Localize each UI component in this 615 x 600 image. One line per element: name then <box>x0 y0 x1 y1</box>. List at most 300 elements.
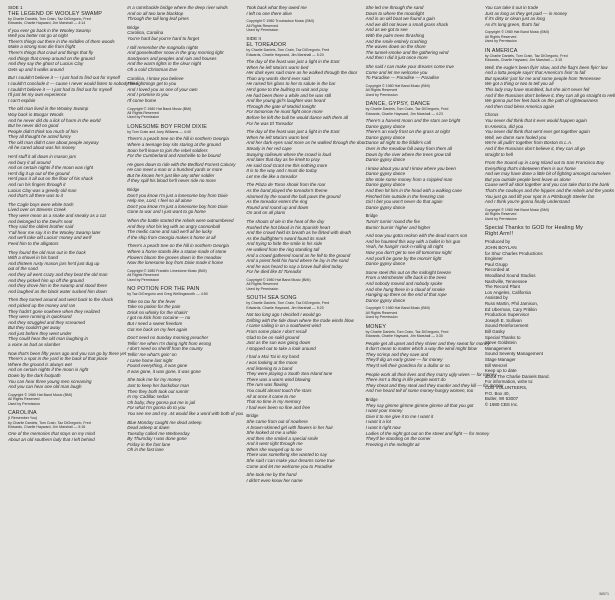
lyric-stanza <box>8 154 119 199</box>
lyric-stanza <box>484 160 615 205</box>
lyric-line: And a lotta people sayin' that America's fixin' to fall <box>484 70 586 76</box>
song-title: EL TOREADOR <box>246 42 287 48</box>
lyric-line: I want your money <box>365 408 403 414</box>
credit-line: by Tom Crain and Joey Williams — 4:40 <box>127 129 191 134</box>
copyright-line: All Rights Reserved <box>246 282 278 287</box>
lyric-line: And he haunted this way with a bullet in his gun <box>365 238 461 244</box>
lyric-line: Carolina, I know you believe <box>127 75 184 81</box>
lyric-line: This lady may have stumbled, but she ain't never fell <box>484 86 590 92</box>
song-title: THE LEGEND OF WOOLEY SWAMP <box>8 10 103 17</box>
production-credit-line: Management <box>484 345 512 351</box>
lyric-stanza <box>366 5 477 61</box>
lyric-line: There isn't a thing in life people won't do <box>365 377 446 383</box>
lyric-line: Just as long as they get paid — in money <box>484 10 568 16</box>
lyric-stanza <box>127 187 238 215</box>
lyric-stanza <box>365 396 490 447</box>
lyric-line: Than any words she'd ever said <box>246 75 310 81</box>
copyright-line: Copyright © 1980 Hat Band Music (BMI) <box>8 392 73 397</box>
lyric-stanza <box>127 76 238 104</box>
lyric-line: We're all pullin' together from Boston to L.A. <box>484 140 573 146</box>
lyric-line: Help me, Lord, I feel so all alone <box>127 198 192 204</box>
lyric-line: They could hear the old man laughing in <box>8 336 89 342</box>
credit-line: Edwards, Charlie Hayward, Jim Marshall — 3:30 <box>365 334 443 339</box>
lyric-line: Round and round up and down <box>246 204 309 210</box>
lyric-line: That's the cowboys and the hippies and the rebels and the yanks <box>484 188 615 194</box>
lyric-line: He goes down to ride with the Bedford Forrest Calvary <box>127 161 236 167</box>
lyric-line: When she swayed up to me <box>246 446 302 452</box>
lyric-stanza <box>127 45 238 73</box>
lyric-line: And a crowd gathered round as he fell to the ground <box>246 252 351 258</box>
copyright-line: All Rights Reserved <box>365 88 398 93</box>
lyric-line: We got a thing or two to tell you all <box>484 81 554 87</box>
lyric-line: He raised his glass to her to salute in the bar <box>246 81 336 87</box>
song-title: CAROLINA <box>8 410 37 417</box>
lyric-line: Some steel this out on the midnight breeze <box>365 269 451 275</box>
production-credit-line: © 1980 CBS Inc. <box>484 401 519 407</box>
lyric-line: And I've heard tell of some money-hungry women, too <box>365 388 474 394</box>
lyric-line: Gone to war and I just want to go home <box>127 209 206 215</box>
lyric-line: Way back in Boogar Woods <box>8 111 64 117</box>
lyric-line: And on certain nights if the moon was right <box>8 165 94 171</box>
lyric-line: And she hung there in a cloud of smoke <box>365 286 445 292</box>
lyric-line: Yeah, he hangin' rock-n-rolling all night <box>365 244 444 250</box>
lyric-line: Then they turned around and went back to the shack <box>8 297 114 303</box>
lyric-line: Tellin' me when I'm doing right from wrong <box>127 340 212 346</box>
lyric-line: I can't explain <box>8 97 36 103</box>
copyright-line: Used by Permission <box>127 277 160 282</box>
lyric-line: The waves down on the shore <box>365 44 426 50</box>
lyric-line: She looked at me a while <box>246 430 297 436</box>
lyric-line: Come and let me welcome you <box>365 69 428 75</box>
lyric-line: And if the Russians don't believe it, they can all go <box>484 145 585 151</box>
lyric-line: And as we got to see <box>365 27 408 33</box>
lyric-line: Glad to be on solid ground <box>246 334 300 340</box>
lyric-line: And things that creep around on the ground <box>8 55 95 61</box>
lyric-line: Y'all hear me say it in the Wooley Swamp later <box>8 229 101 235</box>
copyright-line: All Rights Reserved <box>127 273 159 278</box>
lyric-stanza <box>246 5 357 16</box>
lyric-line: I want it right now <box>365 424 401 430</box>
lyric-line: She led me through the sand <box>365 5 424 10</box>
lyric-line: I know about you and I know where you been <box>365 165 456 171</box>
lyric-line: Burnin' burnin' higher and higher <box>365 224 431 230</box>
lyric-line: Make a strong man die from fright <box>8 44 76 50</box>
production-credit-line: Los Angeles, California <box>484 289 531 295</box>
lyric-line: Everything that's inbetween them is our home <box>484 165 576 171</box>
copyright-line: Copyright © 1980 Hat Band Music (BMI) <box>484 207 549 212</box>
lyric-line: And gooseleather snow in the gray morning light <box>127 50 224 56</box>
stanza-label: Bridge <box>365 213 378 219</box>
lyric-stanza <box>366 213 477 230</box>
lyric-line: And bury it all around <box>8 159 51 165</box>
lyric-line: Freezing in the midnight air <box>365 441 420 447</box>
side-label: SIDE II <box>246 36 261 42</box>
song-title: IN AMERICA <box>484 47 518 54</box>
lyric-line: He'd stuff it all down in mason jars <box>8 154 77 160</box>
lyric-line: Dance all night to the fiddle's call <box>365 140 432 146</box>
lyric-line: People get all upset and they shiver and they sweat for money <box>365 340 490 346</box>
lyric-line: You see me and my .44 would like a word with both of you <box>127 410 244 416</box>
lyric-line: To Paradise — Paradise — Paradise <box>365 75 439 81</box>
lyric-line: The day of the feast was just a light in the East <box>246 129 340 135</box>
lyric-stanza <box>127 377 244 416</box>
lyric-line: In America, did you <box>484 123 524 129</box>
production-credit-line: Nashville, Tennessee <box>484 278 528 284</box>
production-credit-line: Special Thanks to <box>484 334 521 340</box>
song-block <box>366 101 477 320</box>
songwriter-credits <box>366 330 477 339</box>
lyric-line: I still remember the magnolia nights <box>127 44 199 50</box>
copyright-line: Copyright © 1980 Hat Band Music (BMI) <box>246 277 311 282</box>
lyric-line: Then they both took out runnin' <box>127 388 190 394</box>
credit-line: Edwards, Charlie Hayward, Jim Marshall — 4:23 <box>365 111 443 116</box>
lyric-line: When the battle started the rebels were outnumbered <box>127 218 234 224</box>
lyric-line: All he cared about was his money <box>8 145 76 151</box>
lyric-line: And you can hear one old man laugh <box>8 384 82 390</box>
lyric-stanza <box>246 59 357 126</box>
lyric-line: Oh baby, they gonna put me in jail <box>127 399 196 405</box>
lyric-line: And later that day as he knelt to pray <box>246 157 320 163</box>
lyric-line: Sandyears and peoples and rain and houses <box>127 55 217 61</box>
lyric-line: And run his fingers through it <box>8 182 66 188</box>
credit-line: by Charlie Daniels, Tom Crain, Taz DiGregorio, Fred <box>246 48 330 53</box>
lyric-line: In my Cadillac sedan <box>127 394 169 400</box>
lyric-line: There's a spot in the yard in the back of that place <box>8 356 108 362</box>
lyric-line: The lightnings get to you <box>127 81 177 87</box>
copyright-notice <box>366 306 477 319</box>
songwriter-credits <box>366 107 477 116</box>
lyric-stanza <box>246 219 357 275</box>
lyric-line: Come and let me welcome you to Paradise <box>246 463 333 469</box>
lyric-line: And then she smiled a special smile <box>246 435 318 441</box>
copyright-line: All Rights Reserved <box>8 397 40 402</box>
lyric-line: Oh a cold Christmas Eve <box>127 66 177 72</box>
copyright-line: Used by Permission <box>127 115 160 120</box>
lyric-line: If the ship from Georgia makes it home at all <box>127 234 216 240</box>
lyric-line: They say gimme gimme gimme gimme all that you got <box>365 402 474 408</box>
credit-line: by Charlie Daniels, Tom Crain, Taz DiGregorio, Fred <box>8 16 91 21</box>
lyric-line: It is to the way and I must die today <box>246 168 317 174</box>
songwriter-credits <box>246 48 357 57</box>
production-credit-line: Ed Uberman, Cary Pritikin <box>484 306 537 312</box>
song-block <box>127 124 238 282</box>
lyric-line: There's a peach tree on the hill in northern Georgia <box>127 243 229 249</box>
lyric-line: The Cagle boys were white trash <box>8 201 74 207</box>
songwriter-credits <box>8 17 119 26</box>
lyric-line: Where a horse stands like a statue made of stone <box>127 249 227 255</box>
lyric-line: She came from out of nowhere <box>246 418 308 424</box>
lyric-stanza <box>127 420 238 454</box>
production-credit-line: CDB VOLUNTEERS, <box>484 384 528 390</box>
lyric-line: I had ever been so fine and free <box>246 404 310 410</box>
copyright-line: Copyright © 1980 Hat Band Music (BMI) <box>365 306 430 311</box>
lyric-line: There's a peach tree on the hill in northern Georgia <box>127 136 229 142</box>
lyric-line: She said I can make your dreams come true <box>246 458 335 464</box>
credit-line: by Charlie Daniels, Tom Crain, Taz DiGregorio, Fred <box>8 420 91 425</box>
copyright-line: All Rights Reserved <box>246 23 278 28</box>
song-block <box>127 286 244 453</box>
lyric-line: Alarmed by the sound the bull paws the ground <box>246 193 341 199</box>
lyric-line: Carolina, Carolina <box>127 30 164 36</box>
lyric-line: Rushed the hot blood in his Spanish heart <box>246 224 330 230</box>
copyright-line: All Rights Reserved <box>127 110 159 115</box>
lyric-stanza <box>485 112 596 157</box>
lyric-line: I came sailing in on a southwest wind <box>246 323 321 329</box>
lyric-line: And then hit him in the head with a walking cane <box>365 188 462 194</box>
lyric-line: He had been there a while and he was still <box>246 92 331 98</box>
lyric-line: You just go and lift your spot in a Pittsburgh Steeler fan <box>484 193 595 199</box>
production-credit-line: about The Charlie Daniels Band. <box>484 373 550 379</box>
lyric-line: And we'll take old Lucius' money and we'll <box>8 235 92 241</box>
lyric-line: Got me back on my feet again <box>127 326 188 332</box>
lyric-stanza <box>127 299 238 333</box>
lyric-line: And picked up the money and ran <box>8 302 76 308</box>
lyric-line: The tunnel-smoke and the gathering wind <box>365 49 449 55</box>
credit-line: Edwards, Charlie Hayward, Jim Marshall — 5:20 <box>246 52 324 57</box>
lyric-line: He walked from the ring standing tall <box>246 247 320 253</box>
lyric-column <box>246 5 366 596</box>
lyric-line: And in an old boat we found a gain <box>365 16 435 22</box>
lyric-line: When he left Maria's warm bed <box>246 64 309 70</box>
lyric-line: And belonged to the Devil's seat <box>8 218 73 224</box>
lyric-line: She took me for my money <box>127 377 181 383</box>
copyright-line: Copyright © 1980 Hat Band Music (BMI) <box>484 30 549 35</box>
copyright-notice <box>485 208 596 221</box>
lyric-line: I got no kick from cocaine — no <box>127 315 191 321</box>
lyric-line: On and on all plans <box>246 210 286 216</box>
lyric-line: Tellin' me what's goin' on <box>127 351 177 357</box>
copyright-notice <box>8 393 119 406</box>
lyric-line: Feed him to the alligators <box>8 240 59 246</box>
lyric-line: Dance gypsy dance <box>365 297 406 303</box>
song-block <box>484 47 615 221</box>
copyright-line: Used by Permission <box>484 216 517 221</box>
lyric-line: Dance gypsy dance <box>365 134 406 140</box>
lyric-line: With the palm trees thrashing <box>365 32 425 38</box>
lyric-line: She stole some money from a crippled man <box>365 176 453 182</box>
lyric-stanza <box>127 218 238 240</box>
lyric-line: Just to keep her backdoor man <box>127 382 189 388</box>
lyric-line: I was looking at the moon <box>246 359 298 365</box>
lyric-stanza <box>366 233 477 267</box>
lyric-stanza <box>8 297 119 347</box>
lyric-line: He can meet a man or a hundred yards or more <box>127 167 223 173</box>
lyric-line: Her dark eyes said more as he walked through the door <box>246 70 358 76</box>
lyric-line: There's things that crawl and things that fly <box>8 49 94 55</box>
lyric-line: I stopped out to take a look around <box>246 345 316 351</box>
lyric-line: But he never did no good <box>8 123 59 129</box>
copyright-notice <box>246 19 357 32</box>
songwriter-credits <box>127 130 238 134</box>
lyric-line: And they struggled and they screamed <box>8 319 86 325</box>
lyric-line: Swaying coliseum where the crowd is loud <box>246 151 331 157</box>
production-credit-line: Russ Martin, Phil Jamison, <box>484 301 539 307</box>
lyric-line: Where the ground is always wet <box>8 361 72 367</box>
production-credit-line: P.O. Box 40, <box>484 390 510 396</box>
lyric-line: All at once it came to me <box>246 393 296 399</box>
copyright-notice <box>127 269 238 282</box>
lyric-line: For what I'm gonna do to you <box>127 405 186 411</box>
lyric-line: Don't you know I'm just a lonesome boy from Dixie <box>127 192 228 198</box>
credit-line: by Charlie Daniels, Tom Crain, Taz DiGregorio, Fred <box>484 53 568 58</box>
copyright-line: Used by Permission <box>365 92 398 97</box>
lyric-line: I didn't even know her name <box>246 477 303 483</box>
lyric-stanza <box>485 5 596 27</box>
lyric-stanza <box>127 5 238 22</box>
lyric-stanza <box>366 166 477 211</box>
lyric-line: I don't need no sheriff from the county <box>127 346 203 352</box>
lyric-line: Well you better not go at night <box>8 33 68 39</box>
lyric-line: The Plaza de Toros shook from the roar <box>246 182 326 188</box>
lyric-line: But they couldn't get away <box>8 325 61 331</box>
lyric-line: And the smile entirely crashing <box>365 38 427 44</box>
lyric-line: The medic came and said we'll all be lucky <box>127 229 213 235</box>
lyric-line: Girl I bet you won't never do that again <box>365 199 443 205</box>
lyric-line: Through the gate of Madrid tonight <box>246 103 316 109</box>
lyric-line: But I couldn't believe it — I just had to find out for myself <box>8 75 120 81</box>
lyric-line: Oh in the fast lane <box>127 447 164 453</box>
production-credit-line: Engineer <box>484 256 503 262</box>
production-credit-line: JOHN BOYLAN <box>484 245 517 251</box>
lyric-line: out of the sand <box>8 266 38 272</box>
copyright-line: All Rights Reserved <box>365 310 398 315</box>
lyric-line: Let me die like a toreador <box>246 173 298 179</box>
lyric-line: I left no one there alive <box>246 10 292 16</box>
lyric-line: They'll dig an early grave — for money <box>365 357 443 363</box>
lyric-line: And that's all there was to it <box>8 193 63 199</box>
lyric-line: In a ramshackle bridge where the deep river winds <box>127 5 228 10</box>
lyric-stanza <box>366 64 477 81</box>
lyric-line: Steady in her red cape <box>246 145 292 151</box>
production-credit-line: Paul Grupp <box>484 261 508 267</box>
lyric-line: She said I can make your dreams come true <box>365 63 454 69</box>
songwriter-credits <box>485 54 596 63</box>
credit-line: by Charlie Daniels, Tom Crain, Taz DiGregorio, Fred <box>246 301 330 306</box>
lyric-line: And I promise to you <box>127 92 169 98</box>
lyric-line: I'll come home <box>127 97 157 103</box>
lyric-line: She took me by the hand <box>246 472 297 478</box>
lyric-line: Dance gypsy dance <box>365 171 406 177</box>
copyright-line: All Rights Reserved <box>484 212 517 217</box>
lyric-line: Dance gypsy dance <box>365 157 406 163</box>
lyric-line: Well, the eagle's been flyin' slow, and the flag's been flyin' low <box>484 64 608 70</box>
songwriter-credits <box>8 416 119 429</box>
lyric-line: You're hard but you're hard to forget <box>127 35 199 41</box>
lyric-stanza <box>127 335 238 374</box>
lyric-line: As the bullfighter's sword found its mark <box>246 235 326 241</box>
credit-line: Edwards, Charlie Hayward, Jim Marshall — 3:15 <box>484 58 563 63</box>
lyric-line: I couldn't conclude it — cause I never would listen to nobody else <box>8 80 138 86</box>
copyright-line: All Rights Reserved <box>484 34 517 39</box>
lyric-line: You could almost touch the stars <box>246 387 312 393</box>
lyric-line: And the crowd held its breath as he flirted with death <box>246 230 351 236</box>
credit-line: by Charlie Daniels, Tom Crain, Taz DiGregorio, Fred <box>365 329 449 334</box>
lyric-line: And I think you're gonna finally understand <box>484 199 570 205</box>
lyric-line: People work all their lives and they marry ugly wives — for money <box>365 371 497 377</box>
production-credit-line: Keep up to date <box>484 368 517 374</box>
lyric-line: They said the oldest brother said <box>8 224 74 230</box>
lyric-line: People didn't think too much of him <box>8 128 78 134</box>
lyric-stanza <box>8 106 119 151</box>
lyric-line: Not too long ago I decided I would go <box>246 312 321 318</box>
lyric-line: You can take it out in trade <box>484 5 539 10</box>
lyric-line: Don't need no Sunday morning preacher <box>127 335 209 341</box>
lyric-line: And thirteen rusty mason jars he'd just dug up <box>8 260 100 266</box>
lyric-line: And he never did do a lick of harm in the world <box>8 117 101 123</box>
production-credits <box>485 225 596 407</box>
credit-line: by Taz DiGregorio and Greg Wellingsworth — 4:50 <box>127 292 208 297</box>
lyric-line: And I loved you as one of your own <box>127 86 198 92</box>
lyric-line: I came home last night <box>127 357 173 363</box>
lyric-line: You can hear three young men screaming <box>8 378 92 384</box>
lyric-stanza <box>246 312 357 351</box>
lyric-line: If you ever go back in the Wooley Swamp <box>8 27 91 33</box>
production-credit-line: for Shur Charles Productions <box>484 250 543 256</box>
lyric-line: Down to where the moonlight <box>365 10 424 16</box>
lyric-stanza <box>246 182 357 216</box>
lyric-stanza <box>8 75 138 103</box>
lyric-stanza <box>484 64 615 110</box>
copyright-line: Used by Permission <box>246 286 279 291</box>
lyric-stanza <box>366 118 477 163</box>
lyric-line: And he was heard to say a brave bull died today <box>246 263 343 269</box>
copyright-notice <box>366 84 477 97</box>
stanza-label: Bridge <box>365 396 378 402</box>
lyric-line: Lived over on Stevens Creek <box>8 207 66 213</box>
lyric-line: Flowers bloom the groves down in the meadow <box>127 254 222 260</box>
lyric-line: The rum was flowing <box>246 382 288 388</box>
lyric-line: And you'll be gone by the mornin' light <box>365 255 442 261</box>
lyric-line: Dance gypsy dance <box>365 182 406 188</box>
copyright-line: Copyright © 1980 Hat Band Music (BMI) <box>127 106 192 111</box>
lyric-line: We gonna put her feet back on the path of righteousness <box>484 98 599 104</box>
lyric-line: It don't mean to matter which a way the wind might blow <box>365 346 478 352</box>
song-block <box>485 5 596 44</box>
lyric-line: And listening to a band <box>246 365 293 371</box>
songwriter-credits <box>246 301 357 310</box>
song-title: MONEY <box>365 323 387 330</box>
lyric-line: I want it a lot <box>365 419 391 425</box>
lyric-line: As the band played the toreador's theme <box>246 188 328 194</box>
lyric-line: They were playing a South Sea Island tune <box>246 371 333 377</box>
lyric-line: And on all two lane blacktop <box>127 10 184 16</box>
lyric-line: Through the tall long leaf pines <box>127 16 189 22</box>
lyric-line: There was a warm wind blowing <box>246 376 311 382</box>
stanza-label: Chorus <box>484 112 499 118</box>
song-title: SOUTH SEA SONG <box>246 295 297 302</box>
lyric-line: They cheat and they steal and they murder and they kill — for money <box>365 382 504 388</box>
credit-line: Edwards, Charlie Hayward, Jim Marshall — 4:14 <box>8 21 86 26</box>
lyric-line: a voice as bad as slumber <box>8 342 61 348</box>
lyric-line: Cause we'll all stick together and you can take that to the bank <box>484 182 610 188</box>
lyric-line: And her dark eyes said more as he walked through the door <box>246 140 366 146</box>
lyric-line: And a priest held his hand where he lay in the sand <box>246 258 349 264</box>
lyric-line: He said God Grant me this nothing more <box>246 162 328 168</box>
stanza-label: Bridge <box>127 24 140 30</box>
production-credit-line: Assisted by <box>484 295 508 301</box>
production-credit-line: Sound Reinforcement <box>484 323 529 329</box>
lyric-stanza <box>246 472 357 483</box>
lyric-stanza <box>127 243 238 265</box>
lyric-line: Dead asleep at dawn <box>127 425 170 431</box>
lyric-line: And they all went crazy and they beat the old man <box>8 271 108 277</box>
credit-line: Edwards, Charlie Hayward, Jim Marshall — 5:20 <box>246 305 324 310</box>
copyright-line: Copyright © 1980 Hat Band Music (BMI) <box>365 83 430 88</box>
lyric-line: Friday in the fast lane <box>127 441 171 447</box>
lyric-line: Take no potion for the pain <box>127 304 181 310</box>
production-credit-line: Sound Seventy Management <box>484 351 543 357</box>
lyric-line: And they picked him up off the ground <box>8 277 84 283</box>
